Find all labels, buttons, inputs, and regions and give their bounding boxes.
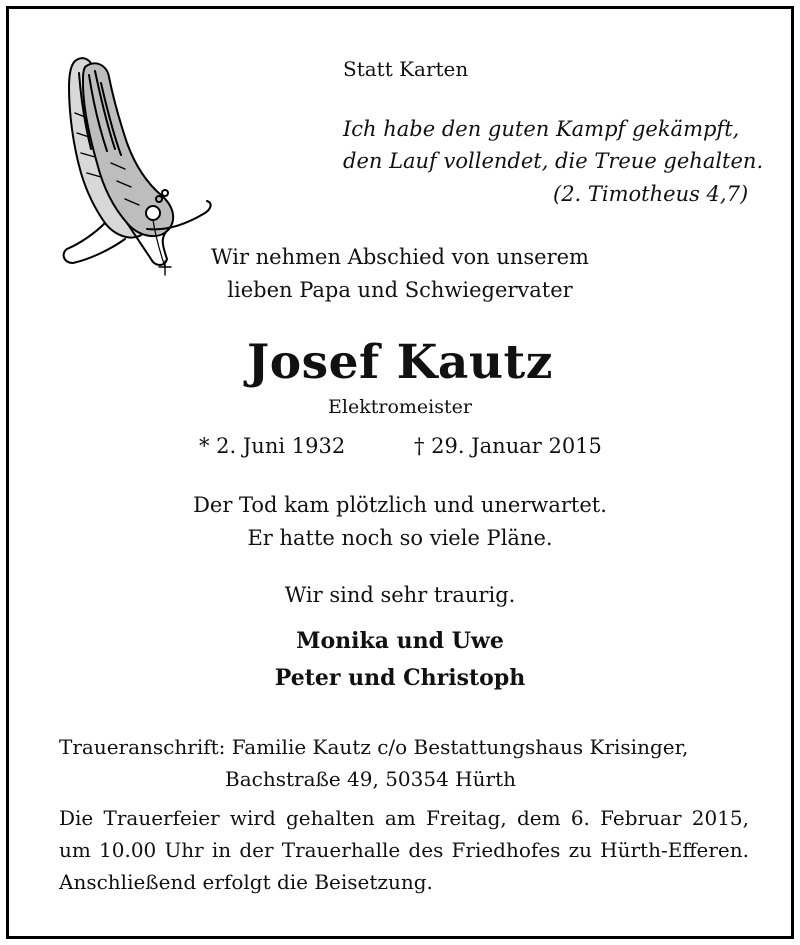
deceased-name: Josef Kautz — [247, 335, 553, 390]
ceremony-text: Die Trauerfeier wird gehalten am Freitag, dem 6. Februar 2015, um 10.00 Uhr in der Trauerhalle des Friedhofes zu Hürth-Efferen. Anschließend erfolgt die Beisetzung. — [59, 806, 749, 894]
quote-line-2: den Lauf vollendet, die Treue gehalten. — [343, 149, 764, 173]
deceased-profession: Elektromeister — [328, 396, 472, 418]
message-line-2: Er hatte noch so viele Pläne. — [247, 526, 553, 550]
message-line-1: Der Tod kam plötzlich und unerwartet. — [193, 493, 607, 517]
quote-reference: (2. Timotheus 4,7) — [553, 182, 749, 206]
address-line-2: Bachstraße 49, 50354 Hürth — [225, 767, 516, 791]
address-line-1: Traueranschrift: Familie Kautz c/o Bestattungshaus Krisinger, — [59, 735, 689, 759]
mourners-line-2: Peter und Christoph — [274, 665, 526, 691]
death-date: † 29. Januar 2015 — [414, 434, 602, 458]
mourners-line-1: Monika und Uwe — [296, 628, 504, 654]
obituary-notice — [6, 6, 794, 939]
birth-date: * 2. Juni 1932 — [199, 434, 346, 458]
statt-karten-label: Statt Karten — [343, 57, 469, 81]
message-line-3: Wir sind sehr traurig. — [284, 583, 516, 607]
intro-line-1: Wir nehmen Abschied von unserem — [211, 245, 589, 269]
intro-line-2: lieben Papa und Schwiegervater — [227, 278, 573, 302]
quote-line-1: Ich habe den guten Kampf gekämpft, — [343, 117, 740, 141]
